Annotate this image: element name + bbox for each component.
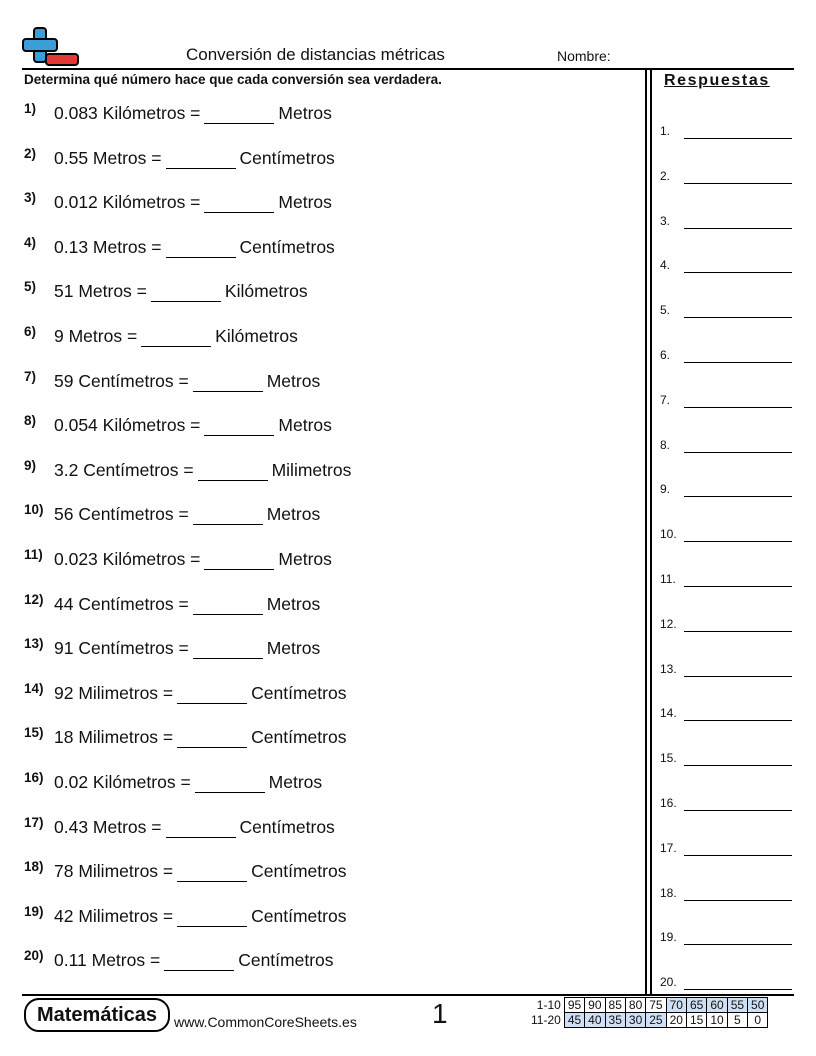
answer-blank[interactable]: [193, 640, 263, 659]
answer-row: [660, 886, 684, 900]
answer-line[interactable]: [684, 228, 792, 229]
answer-row: [660, 796, 684, 810]
answer-row: [660, 169, 684, 183]
answer-blank[interactable]: [204, 551, 274, 570]
question-left: 0.43 Metros =: [54, 816, 162, 837]
answer-row: [660, 214, 684, 228]
question-left: 0.55 Metros =: [54, 147, 162, 168]
answer-line[interactable]: [684, 272, 792, 273]
answer-blank[interactable]: [204, 417, 274, 436]
answer-row: [660, 841, 684, 855]
question-left: 0.083 Kilómetros =: [54, 103, 201, 123]
question-unit: Centímetros: [251, 905, 347, 926]
answer-label: 10.: [660, 527, 677, 542]
question-number: 5): [24, 279, 37, 295]
header-divider: [22, 68, 794, 70]
answer-row: [660, 482, 684, 496]
answer-label: 5.: [660, 303, 671, 318]
score-range-label: 1-10: [536, 998, 561, 1012]
question-left: 18 Milimetros =: [54, 727, 174, 748]
score-cell: 5: [727, 1013, 747, 1028]
question-unit: Metros: [278, 549, 332, 569]
question-number: 18): [24, 859, 44, 875]
question-unit: Centímetros: [238, 950, 334, 971]
question-left: 78 Milimetros =: [54, 861, 174, 882]
answer-line[interactable]: [684, 676, 792, 677]
answer-row: [660, 527, 684, 541]
answer-row: [660, 617, 684, 631]
answer-line[interactable]: [684, 496, 792, 497]
answers-heading: Respuestas: [664, 72, 770, 89]
answer-label: 6.: [660, 348, 671, 362]
answer-label: 20.: [660, 975, 677, 990]
question-left: 44 Centímetros =: [54, 593, 189, 614]
answer-blank[interactable]: [151, 283, 221, 302]
question-unit: Metros: [278, 415, 332, 436]
question-row: [24, 682, 346, 704]
answer-label: 19.: [660, 930, 677, 945]
question-number: 15): [24, 725, 44, 741]
score-cell: 70: [666, 998, 686, 1013]
answer-blank[interactable]: [193, 596, 263, 615]
question-left: 0.054 Kilómetros =: [54, 415, 201, 436]
question-unit: Centímetros: [251, 682, 347, 703]
answer-blank[interactable]: [195, 774, 265, 793]
score-table: [528, 997, 768, 1028]
answer-label: 18.: [660, 885, 677, 900]
question-left: 0.11 Metros =: [54, 950, 161, 971]
answer-line[interactable]: [684, 183, 792, 184]
answer-line[interactable]: [684, 631, 792, 632]
score-cell: 35: [605, 1013, 625, 1028]
answer-label: 3.: [660, 213, 671, 228]
score-cell: 45: [564, 1013, 584, 1028]
score-row: [528, 998, 768, 1013]
answer-label: 4.: [660, 258, 671, 273]
score-cell: 95: [564, 998, 584, 1013]
answer-blank[interactable]: [204, 194, 274, 213]
answer-line[interactable]: [684, 317, 792, 318]
answer-row: [660, 303, 684, 317]
name-label: Nombre:: [557, 48, 611, 64]
answer-blank[interactable]: [193, 373, 263, 392]
question-left: 0.012 Kilómetros =: [54, 192, 201, 213]
score-row: [528, 1013, 768, 1028]
answer-line[interactable]: [684, 720, 792, 721]
question-row: [24, 593, 320, 615]
question-unit: Metros: [278, 192, 332, 213]
question-unit: Centímetros: [239, 147, 335, 168]
question-row: [24, 370, 320, 392]
answer-label: 8.: [660, 437, 671, 452]
question-number: 12): [24, 591, 44, 607]
question-left: 3.2 Centímetros =: [54, 459, 194, 480]
site-url: www.CommonCoreSheets.es: [174, 1014, 357, 1030]
score-range-label: 11-20: [531, 1013, 561, 1027]
score-cell: 25: [646, 1013, 666, 1028]
question-row: [24, 280, 308, 302]
question-left: 56 Centímetros =: [54, 504, 189, 525]
question-number: 4): [24, 234, 37, 250]
question-left: 51 Metros =: [54, 281, 147, 302]
brand-label: Matemáticas: [36, 1004, 158, 1026]
answer-row: [660, 438, 684, 452]
question-unit: Metros: [266, 638, 321, 659]
question-number: 7): [24, 368, 37, 384]
question-row: [24, 414, 332, 436]
answer-line[interactable]: [684, 944, 792, 945]
question-row: [24, 771, 322, 793]
question-unit: Kilómetros: [215, 326, 298, 346]
question-number: 2): [24, 145, 37, 161]
answer-row: [660, 930, 684, 944]
score-cell: 15: [686, 1013, 706, 1028]
answer-label: 2.: [660, 168, 671, 183]
score-cell: 50: [748, 998, 768, 1013]
question-left: 0.023 Kilómetros =: [54, 549, 201, 569]
question-left: 42 Milimetros =: [54, 905, 174, 926]
score-cell: 60: [707, 998, 727, 1013]
question-unit: Metros: [278, 103, 332, 123]
answer-row: [660, 751, 684, 765]
answer-line[interactable]: [684, 989, 792, 990]
answer-line[interactable]: [684, 900, 792, 901]
question-number: 17): [24, 814, 44, 830]
answer-line[interactable]: [684, 586, 792, 587]
answer-blank[interactable]: [164, 952, 234, 971]
score-cell: 90: [585, 998, 605, 1013]
score-cell: 0: [748, 1013, 768, 1028]
question-row: [24, 147, 335, 169]
answer-line[interactable]: [684, 362, 792, 363]
answer-row: [660, 975, 684, 989]
answer-row: [660, 124, 684, 138]
question-row: [24, 637, 320, 659]
page-number: 1: [432, 998, 448, 1029]
question-number: 6): [24, 324, 37, 339]
answer-row: [660, 572, 684, 586]
brand-badge: [24, 998, 170, 1032]
answer-line[interactable]: [684, 452, 792, 453]
answer-label: 7.: [660, 392, 671, 407]
answer-line[interactable]: [684, 855, 792, 856]
answer-label: 13.: [660, 661, 677, 676]
answer-blank[interactable]: [166, 150, 236, 169]
answer-label: 17.: [660, 840, 677, 855]
question-row: [24, 236, 335, 258]
question-unit: Kilómetros: [224, 281, 308, 302]
answer-row: [660, 706, 684, 720]
answer-blank[interactable]: [198, 462, 268, 481]
question-row: [24, 191, 332, 213]
question-unit: Metros: [266, 504, 321, 525]
question-row: [24, 860, 346, 882]
answer-blank[interactable]: [166, 819, 236, 838]
question-unit: Centímetros: [239, 236, 335, 257]
answer-blank[interactable]: [141, 328, 211, 347]
answer-line[interactable]: [684, 138, 792, 139]
answer-label: 1.: [660, 124, 671, 138]
question-row: [24, 726, 346, 748]
question-number: 8): [24, 413, 37, 429]
question-number: 3): [24, 190, 37, 206]
answer-blank[interactable]: [193, 506, 263, 525]
question-unit: Centímetros: [251, 861, 347, 882]
question-number: 19): [24, 903, 44, 919]
column-divider-left: [645, 70, 647, 994]
question-row: [24, 548, 332, 570]
question-number: 1): [24, 101, 37, 116]
question-left: 59 Centímetros =: [54, 370, 189, 391]
question-unit: Metros: [268, 772, 323, 792]
question-number: 16): [24, 770, 44, 785]
question-number: 20): [24, 948, 44, 964]
question-unit: Centímetros: [251, 727, 347, 748]
answer-blank[interactable]: [166, 239, 236, 258]
answer-label: 15.: [660, 751, 677, 766]
question-number: 13): [24, 636, 44, 652]
question-left: 9 Metros =: [54, 326, 138, 346]
answer-blank[interactable]: [177, 685, 247, 704]
answer-row: [660, 393, 684, 407]
question-row: [24, 905, 346, 927]
answer-blank[interactable]: [177, 908, 247, 927]
answer-row: [660, 662, 684, 676]
score-cell: 80: [625, 998, 645, 1013]
question-unit: Centímetros: [239, 816, 335, 837]
answer-row: [660, 348, 684, 362]
score-cell: 20: [666, 1013, 686, 1028]
question-row: [24, 459, 351, 481]
answer-line[interactable]: [684, 541, 792, 542]
score-cell: 55: [727, 998, 747, 1013]
answer-row: [660, 258, 684, 272]
score-cell: 75: [646, 998, 666, 1013]
question-left: 91 Centímetros =: [54, 638, 189, 659]
question-left: 0.02 Kilómetros =: [54, 772, 191, 792]
question-unit: Milimetros: [271, 459, 352, 480]
footer-divider: [22, 994, 794, 996]
instructions: Determina qué número hace que cada conversión sea verdadera.: [24, 72, 442, 87]
score-cell: 40: [585, 1013, 605, 1028]
question-unit: Metros: [266, 593, 321, 614]
answer-label: 12.: [660, 616, 677, 631]
answer-label: 11.: [660, 572, 676, 586]
score-cell: 10: [707, 1013, 727, 1028]
plus-minus-logo-icon: [22, 26, 80, 68]
question-number: 14): [24, 680, 44, 696]
score-cell: 65: [686, 998, 706, 1013]
question-number: 11): [24, 547, 43, 562]
answer-blank[interactable]: [204, 105, 274, 124]
question-row: [24, 816, 335, 838]
question-row: [24, 102, 332, 124]
question-row: [24, 503, 320, 525]
question-number: 9): [24, 457, 37, 473]
answer-label: 16.: [660, 796, 677, 810]
answer-blank[interactable]: [177, 863, 247, 882]
answer-label: 9.: [660, 482, 671, 497]
answer-line[interactable]: [684, 810, 792, 811]
worksheet-title: Conversión de distancias métricas: [186, 45, 445, 64]
answer-line[interactable]: [684, 407, 792, 408]
question-row: [24, 949, 334, 971]
answer-line[interactable]: [684, 765, 792, 766]
question-left: 0.13 Metros =: [54, 236, 162, 257]
question-left: 92 Milimetros =: [54, 682, 174, 703]
score-cell: 85: [605, 998, 625, 1013]
question-unit: Metros: [266, 370, 321, 391]
answer-label: 14.: [660, 706, 677, 721]
score-cell: 30: [625, 1013, 645, 1028]
question-number: 10): [24, 502, 44, 518]
question-row: [24, 325, 298, 347]
answer-blank[interactable]: [177, 729, 247, 748]
column-divider-right: [650, 70, 652, 994]
